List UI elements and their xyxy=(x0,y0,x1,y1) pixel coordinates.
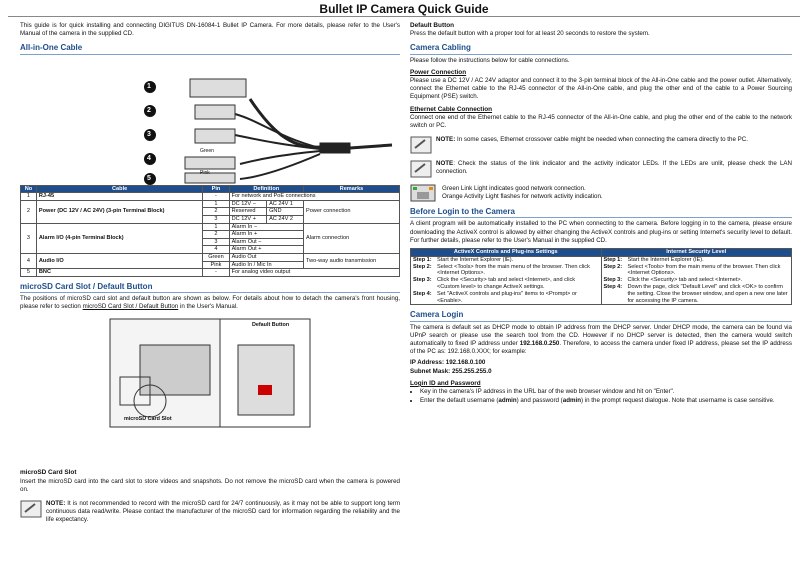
login-steps xyxy=(410,388,792,405)
title-divider xyxy=(8,16,800,17)
intro-text: This guide is for quick installing and connecting DIGITUS DN-16084-1 Bullet IP Camera. For more details, please refer to the User's Manual of the camera in the supplied CD. xyxy=(20,22,400,38)
microsd-slot-label: microSD Card Slot xyxy=(124,416,172,423)
table-row: 4 Audio I/O Green Audio Out Two-way audio transmission xyxy=(21,253,400,261)
note-icon xyxy=(410,136,432,154)
label-3: 3 xyxy=(147,130,151,138)
table-row: Step 1: Start the Internet Explorer (IE). Step 2: Select <Tools> from the main menu of the browser. Then click <Internet Options>. Step 3: Click the <Security> tab and select <Internet>, and click <Custom level> to change ActiveX settings. Step 4: Set "ActiveX controls and plug-ins" items to <Prompt> or <Enable>. Step 1: Start the Internet Explorer (IE). Step 2: Select <Tools> from the main menu of the browser. Then click <Internet Options>. Step 3: Click the <Security> tab and select <Internet>. Step 4: Down the page, click "Default Level" and click <OK> to confirm the setting. Close the browser window, and open a new one later for accessing the IP camera. xyxy=(411,256,792,305)
right-column xyxy=(410,22,792,406)
microsd-heading: microSD Card Slot / Default Button xyxy=(20,283,400,293)
login-id-heading: Login ID and Password xyxy=(410,379,481,387)
th-security: Internet Security Level xyxy=(601,249,792,257)
cable-illustration xyxy=(20,59,400,185)
default-button-heading: Default Button xyxy=(410,22,455,29)
login-text: The camera is default set as DHCP mode to obtain IP address from the DHCP server. Under DHCP mode, the camera can be found via UPnP search or please use the search tool from the CD. However if no DHCP server is detected, then the camera would switch automatically to fixed IP address under 192.168.0.250. Therefore, to access the camera under fixed IP address, please set the IP address of the PC as: 192.168.0.XXX; for example: xyxy=(410,323,792,356)
all-in-one-heading: All-in-One Cable xyxy=(20,44,400,54)
cable-table: No Cable Pin Definition Remarks 1 RJ-45 - For network and PoE connections 2 Power (DC 12V / AC 24V) (3-pin Terminal Block) 1 DC 12V − AC 24V 1 Power connection 2 Reserved GND 3 DC 12V + AC 24V 2 3 Alarm I/O (4-pin Terminal Block) 1 Alarm In − Alarm connection 2 Alarm In + 3 Alarm Out − 4 Alarm Out + 4 Audio I/O Green Audio Out Two-way audio transmission Pink Audio In / Mic In 5 BNC - For analog video output xyxy=(20,185,400,277)
cable-figure xyxy=(20,59,400,185)
cabling-note-2: NOTE: Check the status of the link indicator and the activity indicator LEDs. If the LEDs are unlit, please check the LAN connection. xyxy=(410,160,792,178)
th-pin: Pin xyxy=(203,185,229,193)
note-icon xyxy=(20,500,42,518)
label-2: 2 xyxy=(147,106,151,114)
ip-address: IP Address: 192.168.0.100 xyxy=(410,359,486,367)
left-column xyxy=(20,22,400,531)
microsd-sub-text: Insert the microSD card into the card slot to store videos and snapshots. Do not remove the microSD card when the camera is powered on. xyxy=(20,477,400,493)
default-button-text: Press the default button with a proper tool for at least 20 seconds to restore the system. xyxy=(410,30,650,38)
microsd-figure xyxy=(20,315,400,465)
camera-illustration xyxy=(20,315,400,431)
th-cable: Cable xyxy=(36,185,202,193)
list-item: • Enter the default username (admin) and password (admin) in the prompt request dialogue. Note that username is case sensitive. xyxy=(420,397,792,405)
microsd-note: NOTE: It is not recommended to record with the microSD card for 24/7 continuously, as it may not be able to support long term continuous data read/write. Please contact the manufacturer of the microSD card for information regarding the reliability and the life expectancy. xyxy=(20,500,400,525)
browser-settings-table xyxy=(410,248,792,305)
rj45-port-icon xyxy=(410,184,436,202)
ethernet-heading: Ethernet Cable Connection xyxy=(410,105,493,113)
label-green: Green xyxy=(200,147,214,154)
cabling-heading: Camera Cabling xyxy=(410,44,792,54)
power-text: Please use a DC 12V / AC 24V adaptor and connect it to the 3-pin terminal block of the All-in-One cable and the power outlet. Alternatively, connect the Ethernet cable to the RJ-45 connector of the All-in-One cable, and plug the other end of the cable to a Power Sourcing Equipment (PSE) switch. xyxy=(410,77,792,101)
microsd-sub-heading: microSD Card Slot xyxy=(20,469,77,477)
led-green-text: Green Link Light indicates good network connection. xyxy=(442,185,586,193)
login-heading: Camera Login xyxy=(410,311,792,321)
list-item: • Key in the camera's IP address in the URL bar of the web browser window and hit on "Enter". xyxy=(420,388,792,396)
label-pink: Pink xyxy=(200,169,210,176)
th-activex: ActiveX Controls and Plug-ins Settings xyxy=(411,249,602,257)
table-row: 2 Power (DC 12V / AC 24V) (3-pin Terminal Block) 1 DC 12V − AC 24V 1 Power connection xyxy=(21,200,400,208)
label-4: 4 xyxy=(147,154,151,162)
microsd-section-link[interactable]: microSD Card Slot / Default Button xyxy=(82,303,179,311)
note-icon xyxy=(410,160,432,178)
ethernet-text: Connect one end of the Ethernet cable to the RJ-45 connector of the All-in-One cable, and plug the other end of the cable to the network switch or PC. xyxy=(410,113,792,130)
power-heading: Power Connection xyxy=(410,68,467,76)
led-orange-text: Orange Activity Light flashes for network activity indication. xyxy=(442,193,603,201)
title-bar xyxy=(0,0,808,18)
cabling-intro: Please follow the instructions below for cable connections. xyxy=(410,56,570,64)
cabling-note-1: NOTE: In some cases, Ethernet crossover cable might be needed when connecting the camera directly to the PC. xyxy=(410,136,792,154)
label-1: 1 xyxy=(147,82,151,90)
th-remarks: Remarks xyxy=(303,185,399,193)
table-row: 3 Alarm I/O (4-pin Terminal Block) 1 Alarm In − Alarm connection xyxy=(21,223,400,231)
before-login-heading: Before Login to the Camera xyxy=(410,208,792,218)
th-definition: Definition xyxy=(229,185,303,193)
th-no: No xyxy=(21,185,37,193)
microsd-text: The positions of microSD card slot and default button are shown as below. For details about how to detach the camera's front housing, please refer to section microSD Card Slot / Default Button in the User's Manual. xyxy=(20,294,400,311)
led-legend xyxy=(410,184,792,202)
table-row: 1 RJ-45 - For network and PoE connections xyxy=(21,193,400,201)
table-row: 5 BNC - For analog video output xyxy=(21,269,400,277)
page-title: Bullet IP Camera Quick Guide xyxy=(319,2,489,16)
before-login-text: A client program will be automatically installed to the PC when connecting to the camera. Before logging in to the camera, please ensure downloading the ActiveX control is allowed by either changing the ActiveX controls and plug-ins or setting Internet's security level to default. For further details, please refer to the User's Manual in the supplied CD. xyxy=(410,220,792,244)
default-button-label: Default Button xyxy=(252,322,290,329)
label-5: 5 xyxy=(147,174,151,182)
subnet-mask: Subnet Mask: 255.255.255.0 xyxy=(410,367,492,375)
